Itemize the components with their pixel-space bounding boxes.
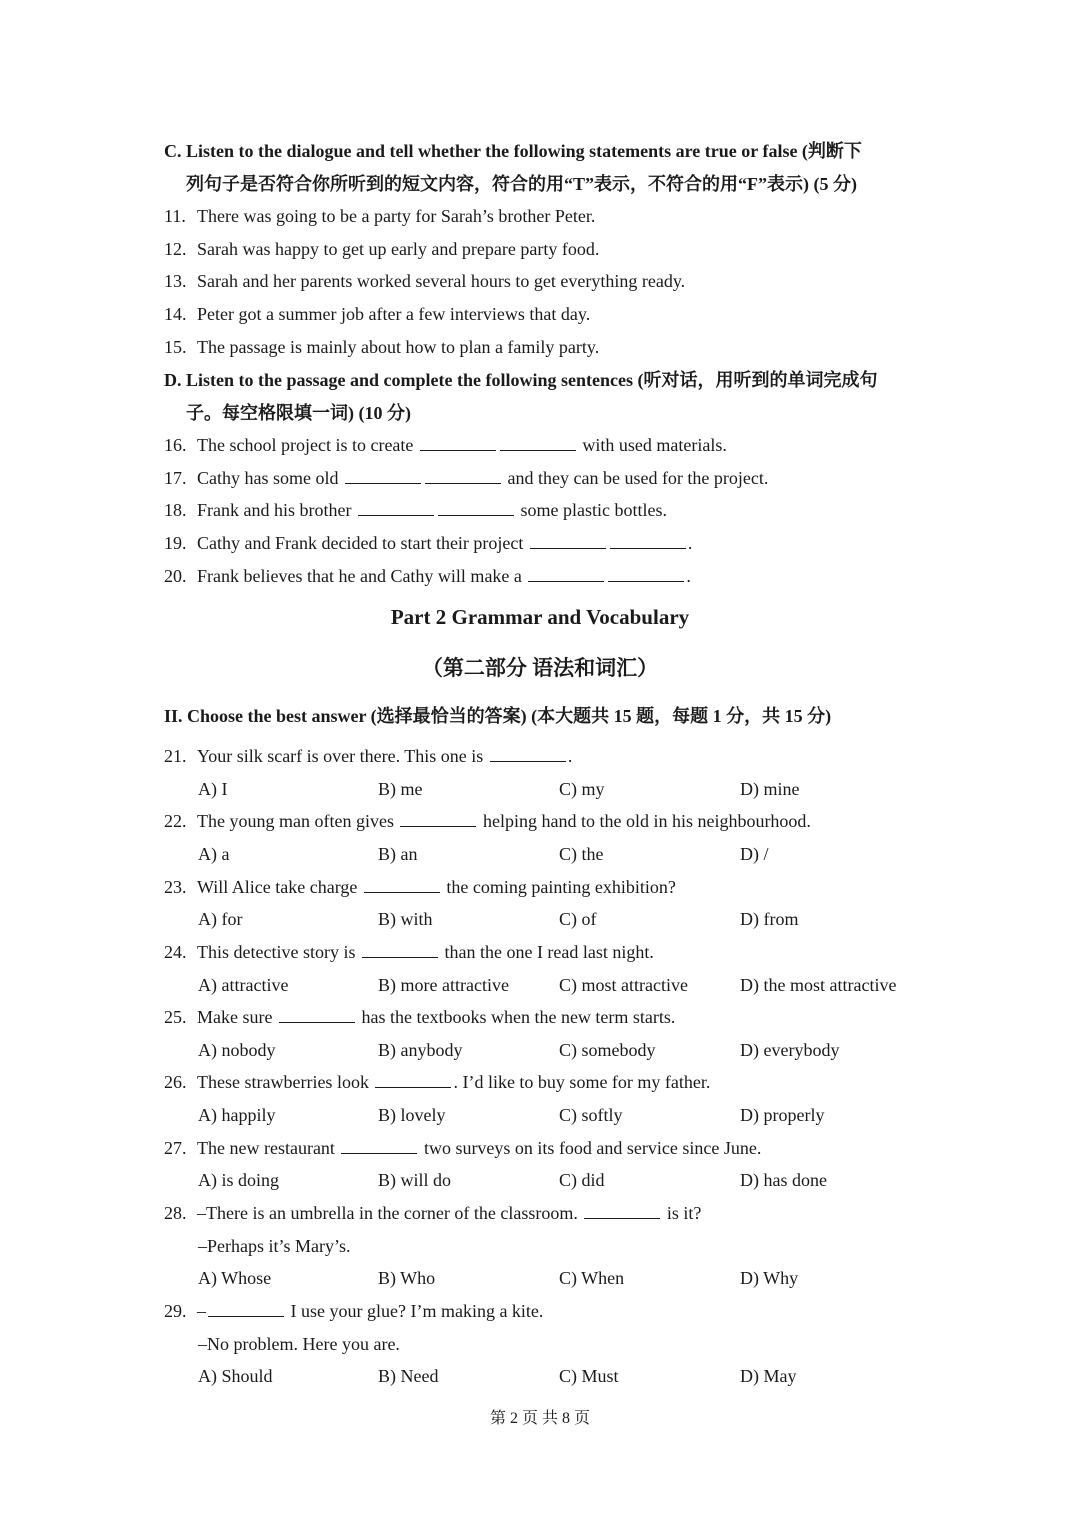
- question-23: 23. Will Alice take charge the coming painting exhibition?: [164, 877, 676, 897]
- answer-blank[interactable]: [420, 435, 496, 451]
- option-d[interactable]: D) everybody: [740, 1040, 840, 1060]
- question-19: 19. Cathy and Frank decided to start their project .: [164, 533, 693, 553]
- page-number-footer: 第 2 页 共 8 页: [489, 1410, 590, 1427]
- option-c[interactable]: C) When: [559, 1268, 625, 1288]
- question-21: 21. Your silk scarf is over there. This one is .: [164, 746, 573, 766]
- section-ii-heading: II. Choose the best answer (选择最恰当的答案) (本大题共 15 题，每题 1 分，共 15 分): [164, 706, 832, 726]
- option-a[interactable]: A) attractive: [198, 975, 289, 995]
- section-c-heading: [164, 135, 924, 201]
- option-d[interactable]: D) /: [740, 844, 769, 864]
- question-29-reply: –No problem. Here you are.: [198, 1334, 400, 1354]
- option-a[interactable]: A) Should: [198, 1366, 273, 1386]
- answer-blank[interactable]: [530, 533, 606, 549]
- question-20: 20. Frank believes that he and Cathy will make a .: [164, 566, 691, 586]
- option-a[interactable]: A) Whose: [198, 1268, 272, 1288]
- question-12: 12. Sarah was happy to get up early and prepare party food.: [164, 239, 600, 259]
- answer-blank[interactable]: [425, 468, 501, 484]
- answer-blank[interactable]: [358, 500, 434, 516]
- answer-blank[interactable]: [208, 1301, 284, 1317]
- answer-blank[interactable]: [500, 435, 576, 451]
- question-27: 27. The new restaurant two surveys on its food and service since June.: [164, 1138, 762, 1158]
- option-c[interactable]: C) the: [559, 844, 604, 864]
- answer-blank[interactable]: [345, 468, 421, 484]
- section-c-heading-line1: C. Listen to the dialogue and tell whether the following statements are true or false (判断下: [164, 141, 862, 161]
- option-c[interactable]: C) my: [559, 779, 605, 799]
- option-d[interactable]: D) mine: [740, 779, 800, 799]
- question-18: 18. Frank and his brother some plastic bottles.: [164, 500, 667, 520]
- question-25: 25. Make sure has the textbooks when the new term starts.: [164, 1007, 676, 1027]
- option-d[interactable]: D) the most attractive: [740, 975, 897, 995]
- answer-blank[interactable]: [528, 566, 604, 582]
- option-b[interactable]: B) more attractive: [378, 975, 509, 995]
- option-b[interactable]: B) an: [378, 844, 418, 864]
- option-d[interactable]: D) has done: [740, 1170, 827, 1190]
- question-14: 14. Peter got a summer job after a few interviews that day.: [164, 304, 591, 324]
- answer-blank[interactable]: [610, 533, 686, 549]
- answer-blank[interactable]: [364, 877, 440, 893]
- question-29: 29. – I use your glue? I’m making a kite.: [164, 1301, 544, 1321]
- option-b[interactable]: B) me: [378, 779, 423, 799]
- option-b[interactable]: B) Who: [378, 1268, 436, 1288]
- question-24: 24. This detective story is than the one I read last night.: [164, 942, 654, 962]
- option-d[interactable]: D) properly: [740, 1105, 825, 1125]
- answer-blank[interactable]: [400, 811, 476, 827]
- answer-blank[interactable]: [362, 942, 438, 958]
- question-22: 22. The young man often gives helping hand to the old in his neighbourhood.: [164, 811, 811, 831]
- option-c[interactable]: C) did: [559, 1170, 605, 1190]
- option-a[interactable]: A) a: [198, 844, 230, 864]
- option-a[interactable]: A) is doing: [198, 1170, 279, 1190]
- option-c[interactable]: C) softly: [559, 1105, 623, 1125]
- option-d[interactable]: D) from: [740, 909, 799, 929]
- option-a[interactable]: A) happily: [198, 1105, 276, 1125]
- answer-blank[interactable]: [608, 566, 684, 582]
- question-28-reply: –Perhaps it’s Mary’s.: [198, 1236, 351, 1256]
- question-26: 26. These strawberries look . I’d like to buy some for my father.: [164, 1072, 711, 1092]
- answer-blank[interactable]: [438, 500, 514, 516]
- option-a[interactable]: A) for: [198, 909, 243, 929]
- question-28: 28. –There is an umbrella in the corner of the classroom. is it?: [164, 1203, 702, 1223]
- section-d-heading-line1: D. Listen to the passage and complete the following sentences (听对话，用听到的单词完成句: [164, 370, 878, 390]
- option-b[interactable]: B) Need: [378, 1366, 439, 1386]
- section-d-heading: [164, 364, 924, 430]
- part-2-subtitle: （第二部分 语法和词汇）: [421, 656, 659, 680]
- question-16: 16. The school project is to create with used materials.: [164, 435, 727, 455]
- answer-blank[interactable]: [375, 1072, 451, 1088]
- answer-blank[interactable]: [490, 746, 566, 762]
- option-b[interactable]: B) will do: [378, 1170, 452, 1190]
- answer-blank[interactable]: [584, 1203, 660, 1219]
- option-c[interactable]: C) somebody: [559, 1040, 656, 1060]
- option-b[interactable]: B) with: [378, 909, 433, 929]
- part-2-title: Part 2 Grammar and Vocabulary: [390, 605, 690, 629]
- question-13: 13. Sarah and her parents worked several hours to get everything ready.: [164, 271, 686, 291]
- option-a[interactable]: A) I: [198, 779, 228, 799]
- question-11: 11. There was going to be a party for Sarah’s brother Peter.: [164, 206, 596, 226]
- option-c[interactable]: C) Must: [559, 1366, 619, 1386]
- section-d-heading-line2: 子。每空格限填一词) (10 分): [186, 403, 411, 423]
- option-d[interactable]: D) May: [740, 1366, 797, 1386]
- question-17: 17. Cathy has some old and they can be used for the project.: [164, 468, 769, 488]
- section-c-heading-line2: 列句子是否符合你所听到的短文内容，符合的用“T”表示，不符合的用“F”表示) (5 分): [186, 174, 857, 194]
- option-b[interactable]: B) lovely: [378, 1105, 446, 1125]
- option-d[interactable]: D) Why: [740, 1268, 799, 1288]
- option-c[interactable]: C) most attractive: [559, 975, 688, 995]
- option-a[interactable]: A) nobody: [198, 1040, 276, 1060]
- answer-blank[interactable]: [279, 1007, 355, 1023]
- question-15: 15. The passage is mainly about how to plan a family party.: [164, 337, 600, 357]
- option-b[interactable]: B) anybody: [378, 1040, 463, 1060]
- option-c[interactable]: C) of: [559, 909, 597, 929]
- answer-blank[interactable]: [341, 1138, 417, 1154]
